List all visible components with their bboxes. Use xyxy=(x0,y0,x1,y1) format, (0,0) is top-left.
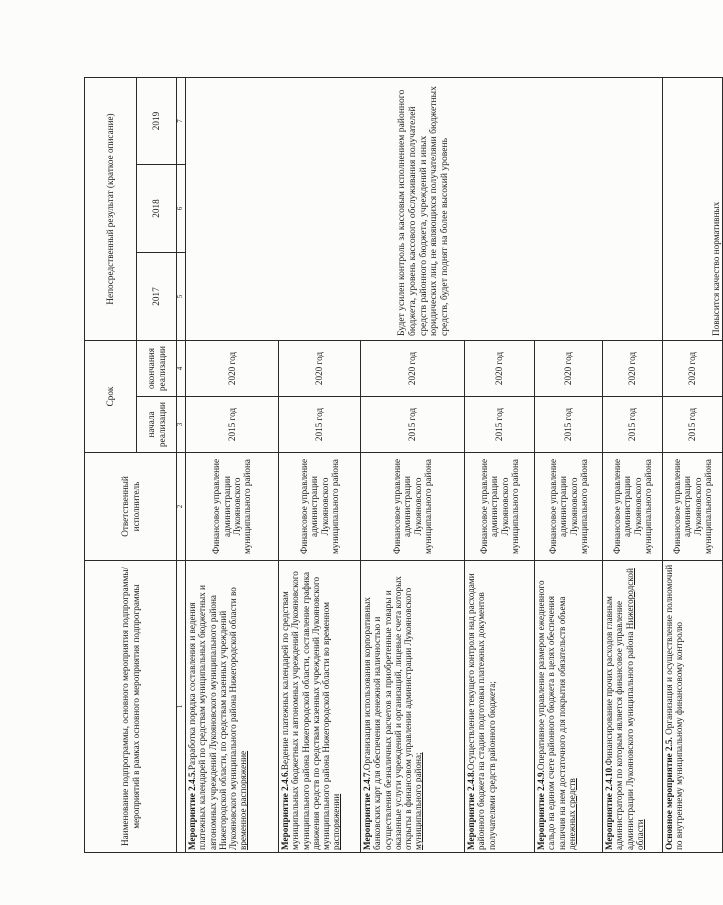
measure-executor: Финансовое управление администрации Лукояновского муниципального района xyxy=(663,453,723,561)
header-year-2018: 2018 xyxy=(137,165,177,253)
measure-description xyxy=(279,561,361,853)
measure-title: Мероприятие 2.4.5. xyxy=(187,770,197,850)
measure-end: 2020 год xyxy=(361,341,465,397)
measure-start: 2015 год xyxy=(186,397,279,453)
measure-start: 2015 год xyxy=(361,397,465,453)
measure-end: 2020 год xyxy=(186,341,279,397)
measure-text: Организация использования корпоративных банковских карт для обеспечения денежной наличностью и осуществления безналичных расчетов за приобретенные товары и оказанные услуги учреждений и организаций, лицевые счета которых открыты в финансовом управлении администрации Лукояновского xyxy=(362,576,414,850)
measure-end: 2020 год xyxy=(465,341,535,397)
measure-executor: Финансовое управление администрации Лукояновского муниципального района xyxy=(361,453,465,561)
measure-text-underlined: денежных средств xyxy=(566,778,577,850)
measure-executor: Финансовое управление администрации Лукояновского муниципального района xyxy=(279,453,361,561)
measure-title: Мероприятие 2.4.9. xyxy=(536,770,546,850)
measure-description xyxy=(361,561,465,853)
col-number: 6 xyxy=(177,165,186,253)
table-row xyxy=(186,78,279,853)
measure-text: Оперативное управление размером ежедневного сальдо на едином счете районного бюджета в целях обеспечения наличия на нем достаточного для покрытия обязательств объема xyxy=(536,580,567,850)
measure-title: Мероприятие 2.4.8. xyxy=(466,770,476,850)
measure-description xyxy=(535,561,603,853)
measure-description xyxy=(603,561,663,853)
header-year-2017: 2017 xyxy=(137,253,177,341)
measure-text: Организация и осуществление полномочий по внутреннему муниципальному финансовому контролю xyxy=(664,564,685,850)
header-term-end: окончания реализации xyxy=(137,341,177,397)
measures-table xyxy=(84,77,723,853)
measure-text: Осуществление текущего контроля над расходами районного бюджета на стадии подготовки платежных документов получателями средств районного бюджета; xyxy=(466,573,497,850)
measure-executor: Финансовое управление администрации Лукояновского муниципального района xyxy=(535,453,603,561)
measure-title: Мероприятие 2.4.7. xyxy=(362,770,372,850)
measure-text-underlined: распоряжении xyxy=(331,793,342,850)
header-year-2019: 2019 xyxy=(137,78,177,165)
header-term: Срок xyxy=(85,341,137,453)
measure-start: 2015 год xyxy=(663,397,723,453)
header-col-name: Наименование подпрограммы, основного мероприятия подпрограммы/мероприятий в рамках основного мероприятия подпрограммы xyxy=(85,561,177,853)
measure-text: Ведение платежных календарей по средствам муниципальных бюджетных и автономных учреждений Лукояновского муниципального района Нижегородской области, составление графика движения средств по средствам казенных учреждений Лукояновского муниципального района Нижегородской области во временном xyxy=(280,571,332,850)
measure-title: Основное мероприятие 2.5. xyxy=(664,737,674,850)
measure-end: 2020 год xyxy=(603,341,663,397)
measure-title: Мероприятие 2.4.10. xyxy=(604,765,614,850)
measure-description xyxy=(465,561,535,853)
measure-start: 2015 год xyxy=(465,397,535,453)
col-number: 2 xyxy=(177,453,186,561)
measure-executor: Финансовое управление администрации Лукояновского муниципального района xyxy=(603,453,663,561)
measure-executor: Финансовое управление администрации Лукояновского муниципального района xyxy=(186,453,279,561)
measure-start: 2015 год xyxy=(603,397,663,453)
measure-text: Разработка порядка составления и ведения платежных календарей по средствам муниципальных бюджетных и автономных учреждений Лукояновского муниципального района Нижегородской области, по средствам казенных учреждений Лукояновского муниципального района Нижегородской области во xyxy=(187,585,239,850)
header-result: Непосредственный результат (краткое описание) xyxy=(85,78,137,341)
header-term-start: начала реализации xyxy=(137,397,177,453)
result-description: Будет усилен контроль за кассовым исполнением районного бюджета, уровень кассового обслуживания получателей средств районного бюджета, учреждений и иных юридических лиц, не являющихся получателями бюджетных средств, будет поднят на более высокий уровень xyxy=(186,78,663,341)
measure-title: Мероприятие 2.4.6. xyxy=(280,770,290,850)
measure-text-underlined: временное распоряжение xyxy=(238,750,249,850)
measure-text: Финансирование прочих расходов главным администратором по которым является финансовое управление администрации Лукояновского муниципального района xyxy=(604,596,635,850)
table-row xyxy=(663,78,723,853)
measure-description xyxy=(186,561,279,853)
col-number: 7 xyxy=(177,78,186,165)
col-number: 1 xyxy=(177,561,186,853)
measure-executor: Финансовое управление администрации Лукояновского муниципального района xyxy=(465,453,535,561)
measure-text-underlined: Нижегородской области xyxy=(624,568,645,850)
result-description-continued: Повысится качество нормативных xyxy=(663,78,723,341)
header-col-executor: Ответственный исполнитель xyxy=(85,453,177,561)
measure-end: 2020 год xyxy=(535,341,603,397)
col-number: 4 xyxy=(177,341,186,397)
measure-text-underlined: муниципального района; xyxy=(413,752,424,850)
rotated-table-sheet xyxy=(84,78,721,853)
measure-start: 2015 год xyxy=(279,397,361,453)
measure-end: 2020 год xyxy=(663,341,723,397)
measure-start: 2015 год xyxy=(535,397,603,453)
measure-description xyxy=(663,561,723,853)
measure-end: 2020 год xyxy=(279,341,361,397)
col-number: 3 xyxy=(177,397,186,453)
col-number: 5 xyxy=(177,253,186,341)
